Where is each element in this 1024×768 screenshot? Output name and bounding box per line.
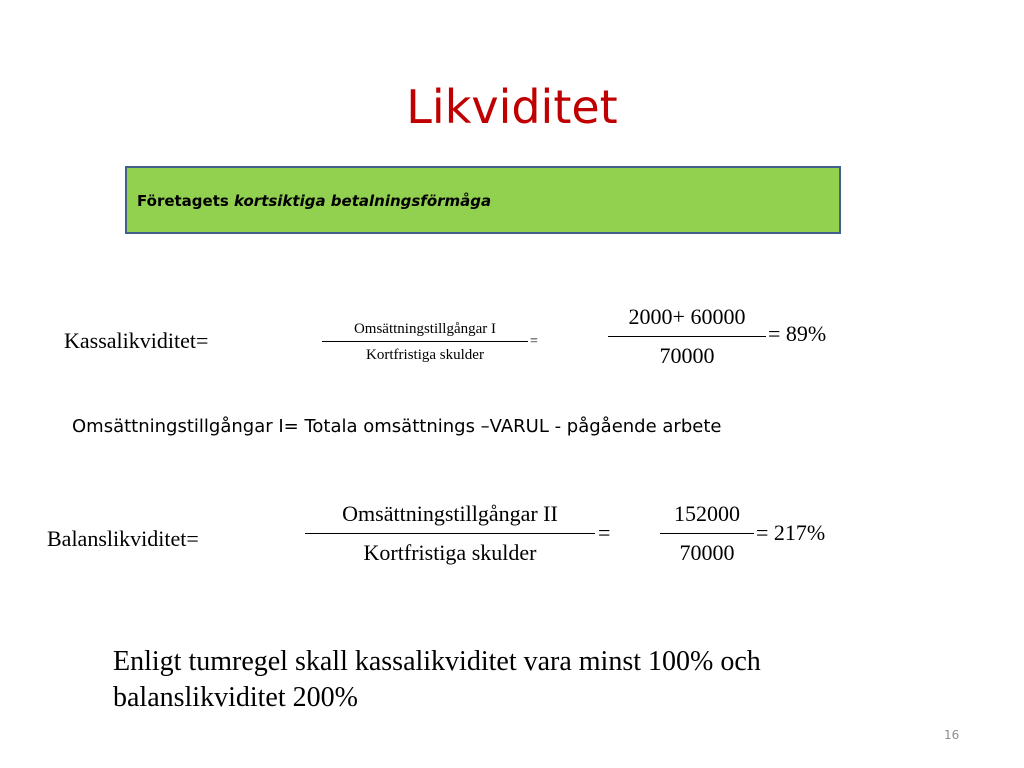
balanslikviditet-formula-numerator: Omsättningstillgångar II — [342, 501, 558, 526]
kassalikviditet-formula-denominator: Kortfristiga skulder — [366, 347, 484, 363]
kassalikviditet-formula-fraction — [322, 322, 528, 363]
kassalikviditet-calc-fraction — [608, 306, 766, 367]
balanslikviditet-calc-numerator: 152000 — [674, 501, 740, 526]
rule-of-thumb-text: Enligt tumregel skall kassalikviditet vara minst 100% och balanslikviditet 200% — [113, 646, 761, 713]
balanslikviditet-formula-fraction — [305, 503, 595, 564]
definition-note: Omsättningstillgångar I= Totala omsättnings –VARUL - pågående arbete — [72, 416, 722, 437]
definition-text — [137, 192, 491, 210]
definition-bold-text: Företagets — [137, 192, 235, 210]
kassalikviditet-formula-equals: = — [530, 334, 538, 349]
kassalikviditet-formula-numerator: Omsättningstillgångar I — [353, 321, 497, 337]
kassalikviditet-calc-numerator: 2000+ 60000 — [628, 304, 746, 329]
balanslikviditet-calc-denominator: 70000 — [679, 540, 735, 565]
definition-box — [125, 166, 841, 234]
kassalikviditet-calc-denominator: 70000 — [659, 343, 715, 368]
balanslikviditet-formula-denominator: Kortfristiga skulder — [363, 540, 537, 565]
balanslikviditet-calc-fraction — [660, 503, 754, 564]
definition-italic-text: kortsiktiga betalningsförmåga — [234, 192, 492, 210]
balanslikviditet-result: = 217% — [756, 520, 826, 545]
slide-title: Likviditet — [406, 80, 618, 134]
balanslikviditet-formula-equals: = — [598, 520, 611, 545]
page-number: 16 — [944, 728, 960, 742]
kassalikviditet-label: Kassalikviditet= — [64, 328, 209, 353]
kassalikviditet-result: = 89% — [768, 321, 827, 346]
balanslikviditet-label: Balanslikviditet= — [47, 526, 199, 551]
